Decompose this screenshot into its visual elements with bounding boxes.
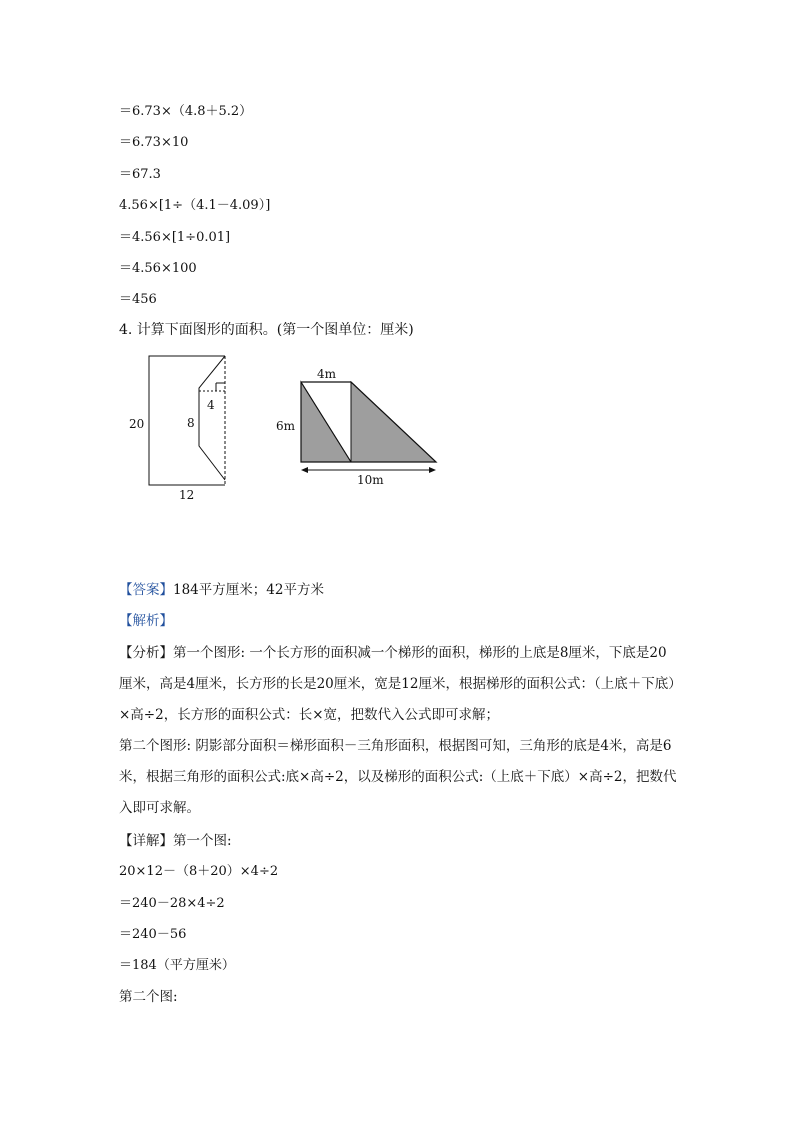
calc-line-4: 4.56×[1÷（4.1－4.09）] (119, 198, 271, 213)
calc-line-3: ＝67.3 (119, 167, 161, 182)
analysis-text-1: 第一个图形: 一个长方形的面积减一个梯形的面积，梯形的上底是8厘米，下底是20厘米，高是4厘米，长方形的长是20厘米，宽是12厘米，根据梯形的面积公式：（上底＋下底）×高÷2，长方形的面积公式：长×宽，把数代入公式即可求解； (119, 645, 675, 723)
calc-line-6: ＝4.56×100 (119, 261, 197, 276)
answer-tag: 【答案】 (119, 582, 173, 598)
trapezoid-left-edge (199, 356, 225, 480)
answer-text: 184平方厘米；42平方米 (173, 582, 324, 598)
analysis-paragraph-2: 第二个图形: 阴影部分面积＝梯形面积－三角形面积，根据图可知，三角形的底是4米，高是6米，根据三角形的面积公式:底×高÷2，以及梯形的面积公式:（上底＋下底）×高÷2，把数代入即可求解。 (119, 738, 677, 816)
label-4m: 4m (317, 367, 337, 381)
label-20: 20 (129, 417, 145, 431)
label-4: 4 (207, 398, 215, 412)
label-12: 12 (179, 488, 195, 502)
detail-second: 第二个图: (119, 989, 178, 1005)
answer-line (119, 581, 324, 599)
label-6m: 6m (276, 419, 296, 433)
analysis-paragraph-1 (119, 638, 679, 731)
figure-rectangle-trapezoid (120, 350, 240, 505)
detail-step-1: 20×12－（8＋20）×4÷2 (119, 864, 279, 879)
arrow-head-left (301, 467, 308, 473)
figure-trapezoid-shaded (270, 360, 450, 490)
calc-line-7: ＝456 (119, 292, 157, 307)
analysis-tag: 【解析】 (119, 613, 173, 629)
detail-tag: 【详解】 (119, 833, 173, 849)
detail-heading (119, 832, 232, 850)
label-10m: 10m (357, 473, 384, 487)
detail-step-4: ＝184（平方厘米） (119, 958, 235, 973)
calc-line-2: ＝6.73×10 (119, 135, 189, 150)
analysis-sub-tag: 【分析】 (119, 645, 173, 661)
detail-step-3: ＝240－56 (119, 927, 187, 942)
calc-line-5: ＝4.56×[1÷0.01] (119, 230, 231, 245)
question-title: 4. 计算下面图形的面积。(第一个图单位：厘米) (119, 322, 414, 338)
detail-first: 第一个图: (173, 833, 232, 849)
arrow-head-right (429, 467, 436, 473)
calc-line-1: ＝6.73×（4.8＋5.2） (119, 104, 253, 119)
detail-step-2: ＝240－28×4÷2 (119, 896, 225, 911)
label-8: 8 (187, 416, 195, 430)
